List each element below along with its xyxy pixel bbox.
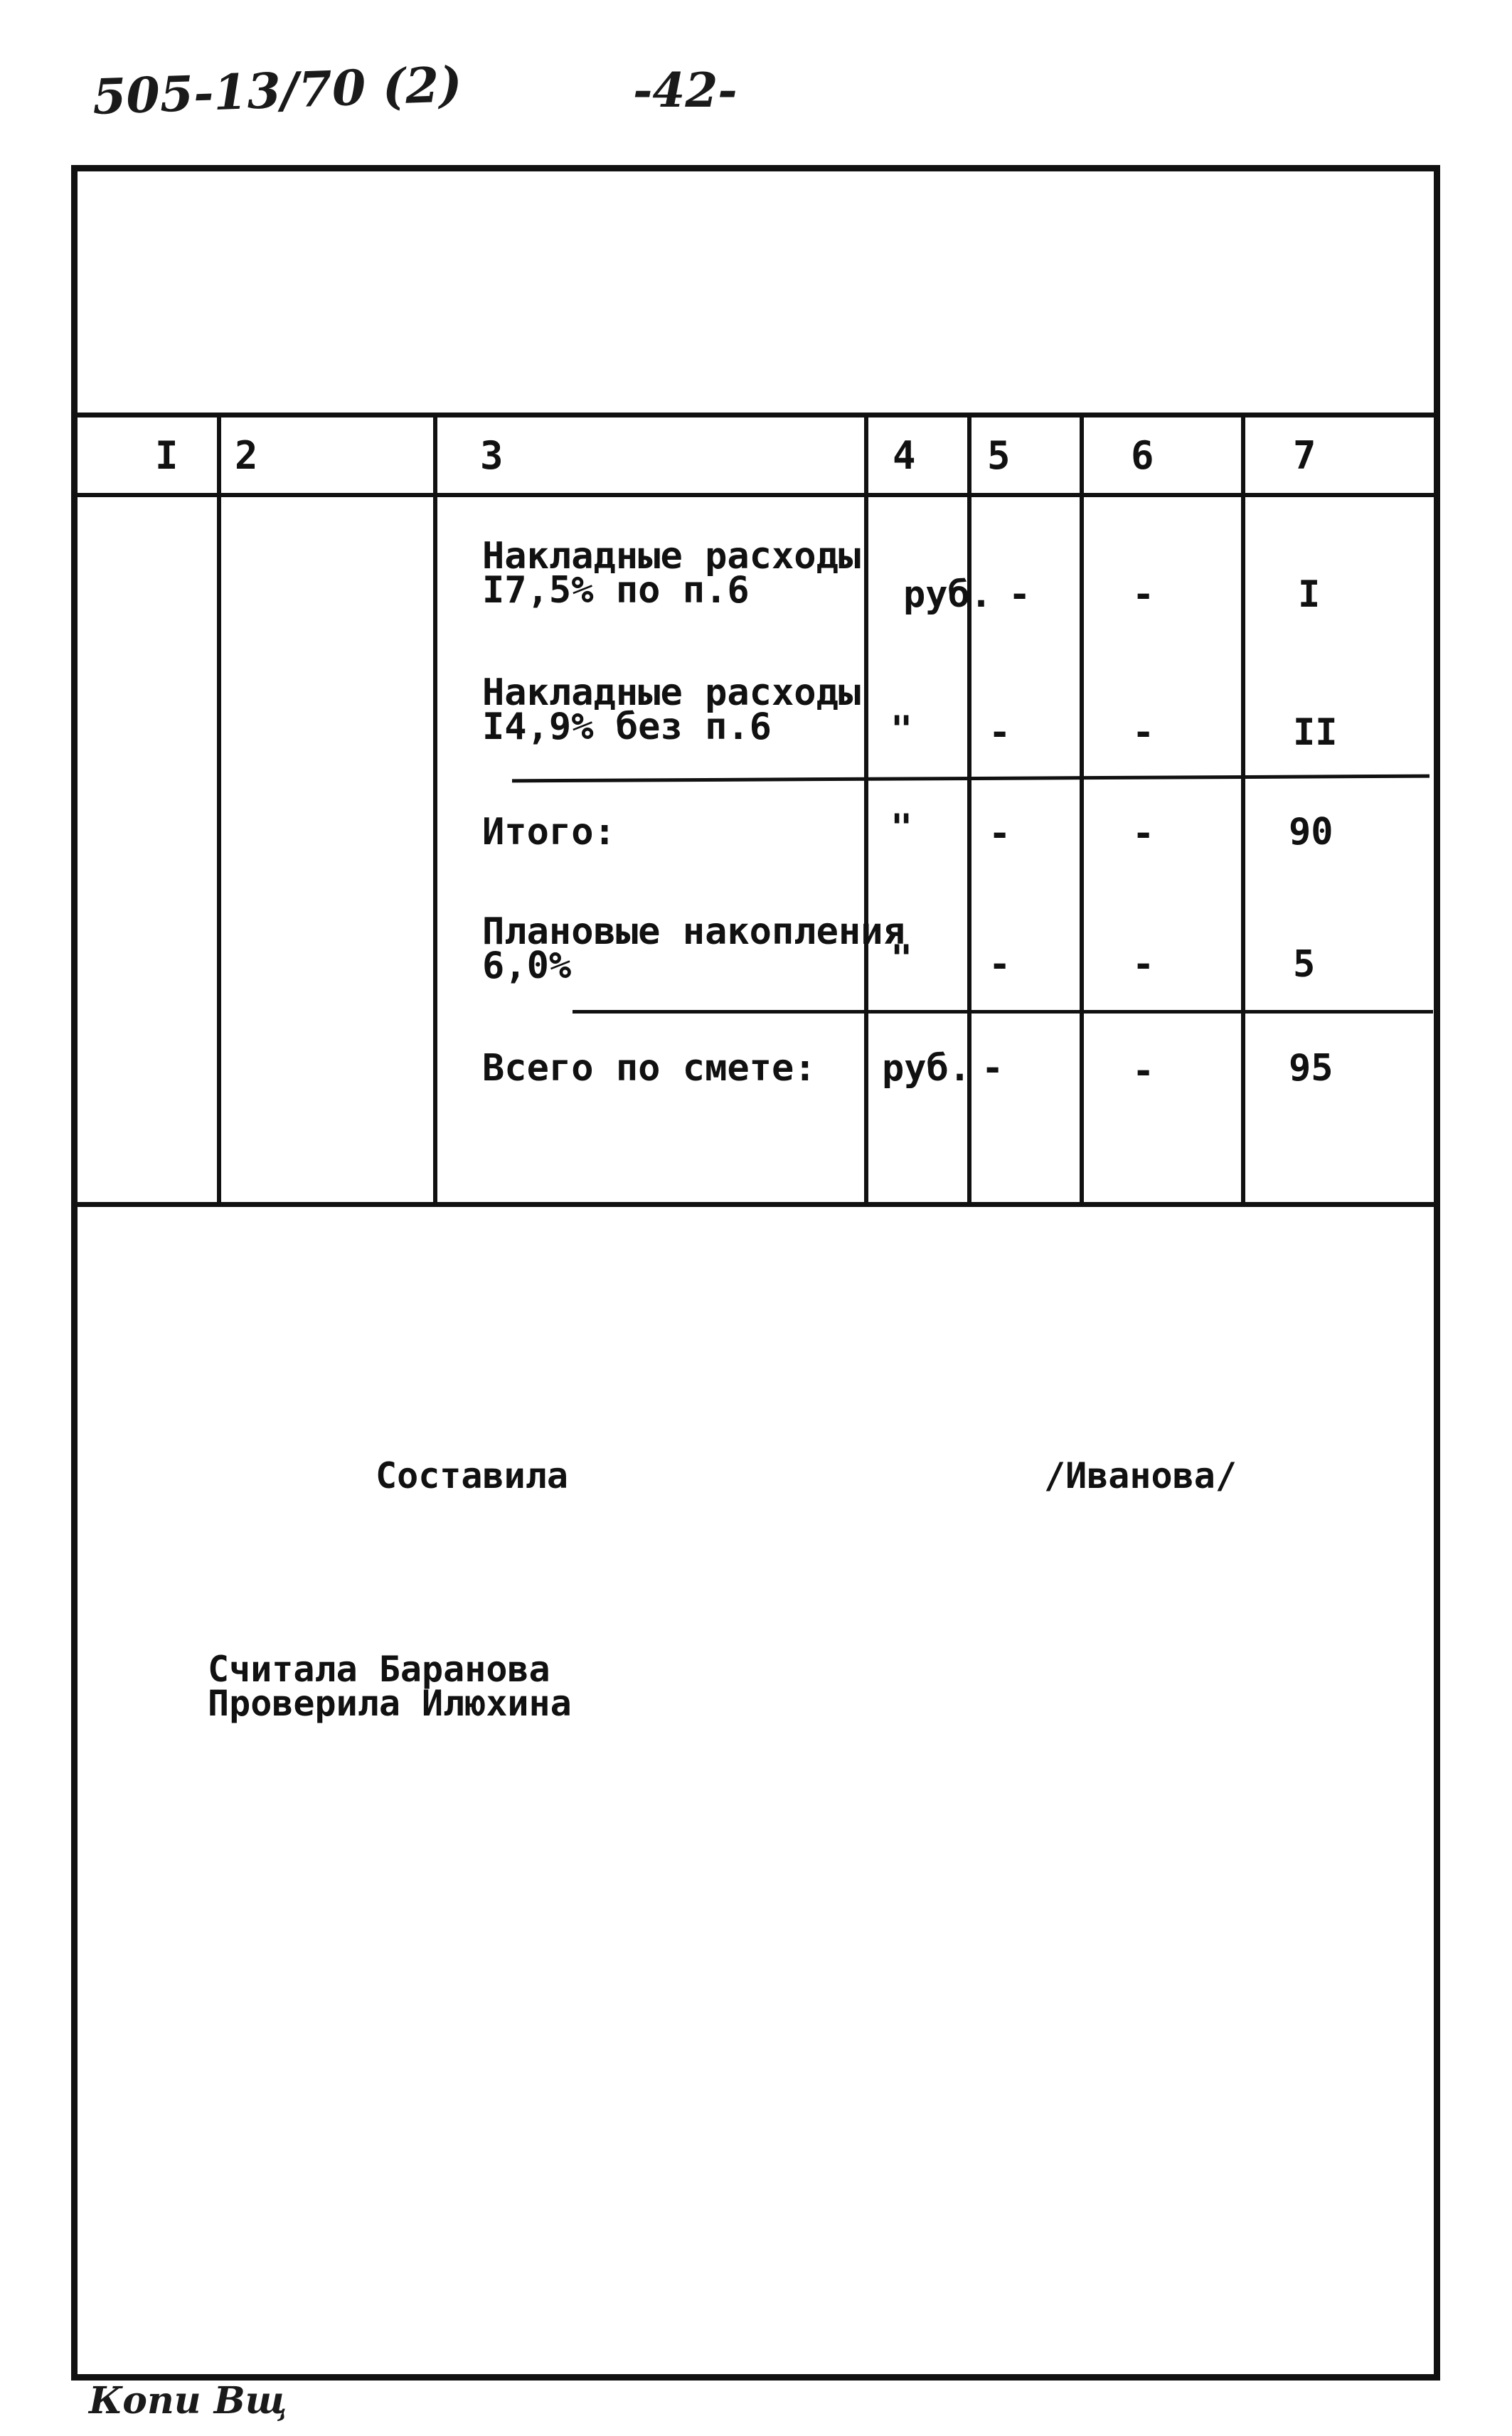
row5-col7: 95 <box>1289 1047 1333 1090</box>
row2-unit: " <box>890 708 913 751</box>
col-divider-3 <box>864 415 868 1205</box>
row4-col5: - <box>989 943 1011 986</box>
table-top-rule <box>77 413 1435 417</box>
row3-unit: " <box>890 807 913 849</box>
row2-col5: - <box>989 711 1011 754</box>
row3-name: Итого: <box>482 811 616 853</box>
accumulation-rule <box>573 1010 1433 1014</box>
row5-unit: руб. <box>882 1047 971 1090</box>
row5-name: Всего по смете: <box>482 1047 816 1090</box>
row1-unit: руб. <box>903 573 993 616</box>
row4-col6: - <box>1132 943 1155 986</box>
row4-unit: " <box>890 937 913 980</box>
checked-by: Проверила Илюхина <box>208 1683 572 1724</box>
col-header-2: 2 <box>235 433 258 478</box>
col-divider-5 <box>1080 415 1084 1205</box>
row4-name-line1: Плановые накопления <box>482 910 905 953</box>
compiled-name: /Иванова/ <box>1044 1455 1237 1496</box>
compiled-label: Составила <box>376 1455 568 1496</box>
row5-col6: - <box>1132 1050 1155 1092</box>
counted-by: Считала Баранова <box>208 1649 550 1690</box>
row3-col5: - <box>989 812 1011 855</box>
row4-name-line2: 6,0% <box>482 945 572 987</box>
col-divider-2 <box>433 415 437 1205</box>
copy-mark: Копи Вщ <box>89 2379 287 2422</box>
col-header-5: 5 <box>987 433 1011 478</box>
row1-col5: - <box>1008 573 1031 616</box>
row2-name-line1: Накладные расходы <box>482 671 861 714</box>
row2-col6: - <box>1132 711 1155 754</box>
row1-name-line2: I7,5% по п.6 <box>482 569 750 612</box>
row5-col5: - <box>981 1047 1004 1090</box>
row4-col7: 5 <box>1293 943 1316 986</box>
col-header-3: 3 <box>480 433 504 478</box>
document-frame <box>71 165 1440 2381</box>
row3-col7: 90 <box>1289 811 1333 853</box>
row1-name-line1: Накладные расходы <box>482 535 861 578</box>
col-header-1: I <box>155 433 179 478</box>
document-code: 505-13/70 (2) <box>91 55 463 127</box>
row1-col7: I <box>1298 573 1321 616</box>
row2-col7: II <box>1293 711 1338 754</box>
page-number: -42- <box>633 63 738 118</box>
table-bottom-rule <box>77 1202 1435 1207</box>
header-bottom-rule <box>77 493 1435 497</box>
col-header-4: 4 <box>893 433 916 478</box>
col-divider-1 <box>217 415 221 1205</box>
row1-col6: - <box>1132 573 1155 616</box>
row3-col6: - <box>1132 812 1155 855</box>
col-header-7: 7 <box>1293 433 1316 478</box>
col-divider-6 <box>1241 415 1245 1205</box>
col-header-6: 6 <box>1131 433 1154 478</box>
row2-name-line2: I4,9% без п.6 <box>482 706 772 748</box>
